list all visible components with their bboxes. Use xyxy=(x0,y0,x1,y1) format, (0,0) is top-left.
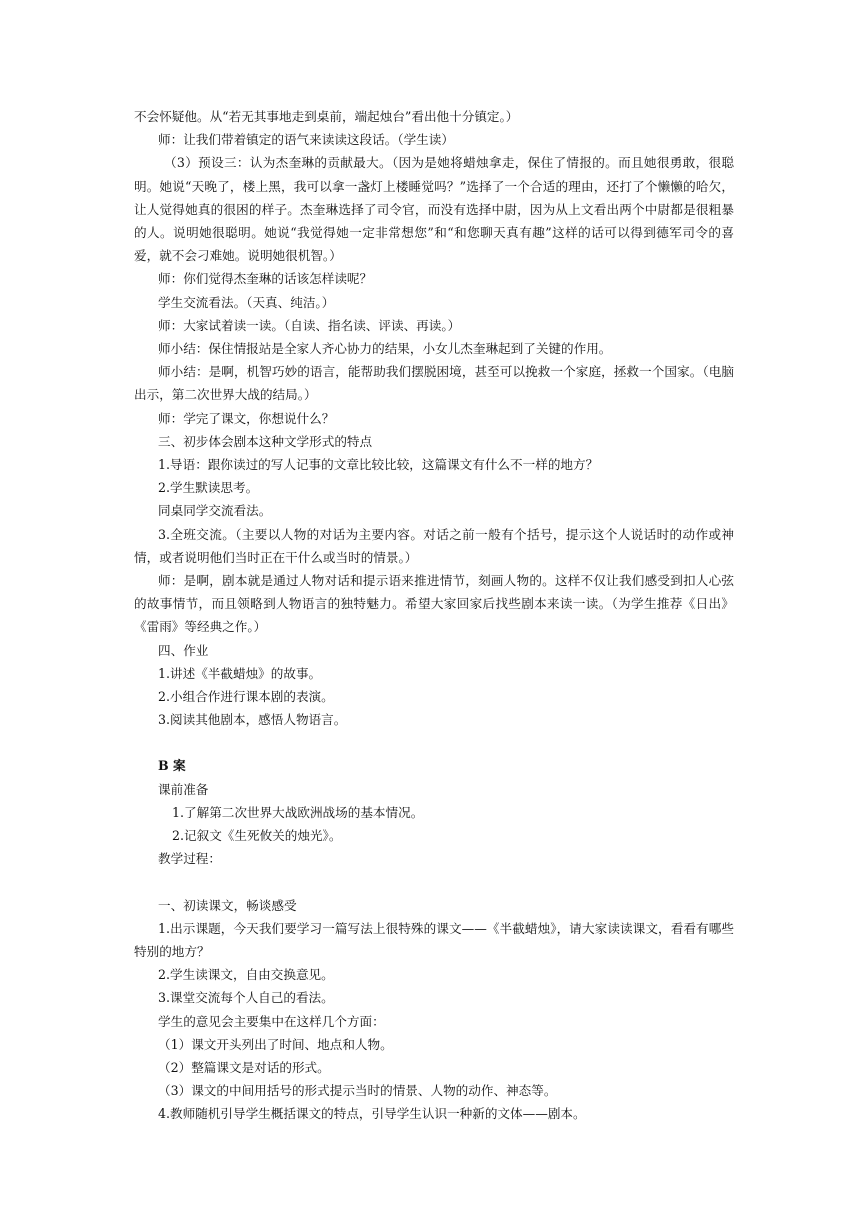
section-one-heading: 一、初读课文，畅谈感受 xyxy=(158,897,297,913)
paragraph-continuation: 不会怀疑他。从“若无其事地走到桌前，端起烛台”看出他十分镇定。） xyxy=(134,109,519,124)
section-one-item-1: 1.出示课题，今天我们要学习一篇写法上很特殊的课文——《半截蜡烛》，请大家读读课文，看看有哪些特别的地方？ xyxy=(134,920,734,959)
document-body xyxy=(134,105,734,1126)
paragraph-teacher-try-reading: 师：大家试着读一读。（自读、指名读、评读、再读。） xyxy=(158,317,461,333)
section-one-view-1: （1）课文开头列出了时间、地点和人物。 xyxy=(158,1036,393,1052)
paragraph-script-explanation: 师：是啊，剧本就是通过人物对话和提示语来推进情节，刻画人物的。这样不仅让我们感受到扣人心弦的故事情节，而且领略到人物语言的独特魅力。希望大家回家后找些剧本来读一读。（为学生推荐《日出》《雷雨》等经典之作。） xyxy=(134,573,734,635)
section-one-student-views: 学生的意见会主要集中在这样几个方面： xyxy=(158,1013,385,1029)
paragraph-silent-reading: 2.学生默读思考。 xyxy=(158,480,259,496)
spacer xyxy=(134,871,734,894)
paragraph-summary-two: 师小结：是啊，机智巧妙的语言，能帮助我们摆脱困境，甚至可以挽救一个家庭，拯救一个国家。（电脑出示，第二次世界大战的结局。） xyxy=(134,364,734,403)
homework-item-2: 2.小组合作进行课本剧的表演。 xyxy=(158,689,334,705)
section-four-heading: 四、作业 xyxy=(158,642,209,658)
homework-item-1: 1.讲述《半截蜡烛》的故事。 xyxy=(158,665,322,681)
section-three-heading: 三、初步体会剧本这种文学形式的特点 xyxy=(158,433,373,449)
section-one-view-2: （2）整篇课文是对话的形式。 xyxy=(158,1059,330,1075)
section-one-item-3: 3.课堂交流每个人自己的看法。 xyxy=(158,990,334,1006)
paragraph-summary-one: 师小结：保住情报站是全家人齐心协力的结果，小女儿杰奎琳起到了关键的作用。 xyxy=(158,341,612,357)
section-one-item-2: 2.学生读课文，自由交换意见。 xyxy=(158,967,334,983)
paragraph-desk-mates: 同桌同学交流看法。 xyxy=(158,503,272,519)
paragraph-teacher-read: 师：让我们带着镇定的语气来读读这段话。（学生读） xyxy=(158,132,454,148)
prep-title: 课前准备 xyxy=(158,781,209,797)
plan-b-heading: B 案 xyxy=(158,758,186,774)
paragraph-student-exchange: 学生交流看法。（天真、纯洁。） xyxy=(158,294,335,310)
spacer xyxy=(134,731,734,754)
process-title: 教学过程： xyxy=(158,851,221,867)
paragraph-teacher-question: 师：你们觉得杰奎琳的话该怎样读呢？ xyxy=(158,271,373,287)
paragraph-preset-three: （3）预设三：认为杰奎琳的贡献最大。（因为是她将蜡烛拿走，保住了情报的。而且她很勇敢，很聪明。她说“天晚了，楼上黑，我可以拿一盏灯上楼睡觉吗？”选择了一个合适的理由，还打了个懒懒的哈欠，让人觉得她真的很困的样子。杰奎琳选择了司令官，而没有选择中尉，因为从上文看出两个中尉都是很粗暴的人。说明她很聪明。她说“我觉得她一定非常想您”和“和您聊天真有趣”这样的话可以得到德军司令的喜爱，就不会刁难她。说明她很机智。） xyxy=(134,155,734,264)
prep-item-2: 2.记叙文《生死攸关的烛光》。 xyxy=(172,828,342,844)
paragraph-teacher-reflect: 师：学完了课文，你想说什么？ xyxy=(158,410,335,426)
paragraph-class-exchange: 3.全班交流。（主要以人物的对话为主要内容。对话之前一般有个括号，提示这个人说话时的动作或神情，或者说明他们当时正在干什么或当时的情景。） xyxy=(134,526,734,565)
section-one-view-3: （3）课文的中间用括号的形式提示当时的情景、人物的动作、神态等。 xyxy=(158,1083,557,1099)
homework-item-3: 3.阅读其他剧本，感悟人物语言。 xyxy=(158,712,347,728)
paragraph-guide: 1.导语：跟你读过的写人记事的文章比较比较，这篇课文有什么不一样的地方？ xyxy=(158,457,599,473)
section-one-item-4: 4.教师随机引导学生概括课文的特点，引导学生认识一种新的文体——剧本。 xyxy=(158,1106,586,1122)
prep-item-1: 1.了解第二次世界大战欧洲战场的基本情况。 xyxy=(172,804,424,820)
